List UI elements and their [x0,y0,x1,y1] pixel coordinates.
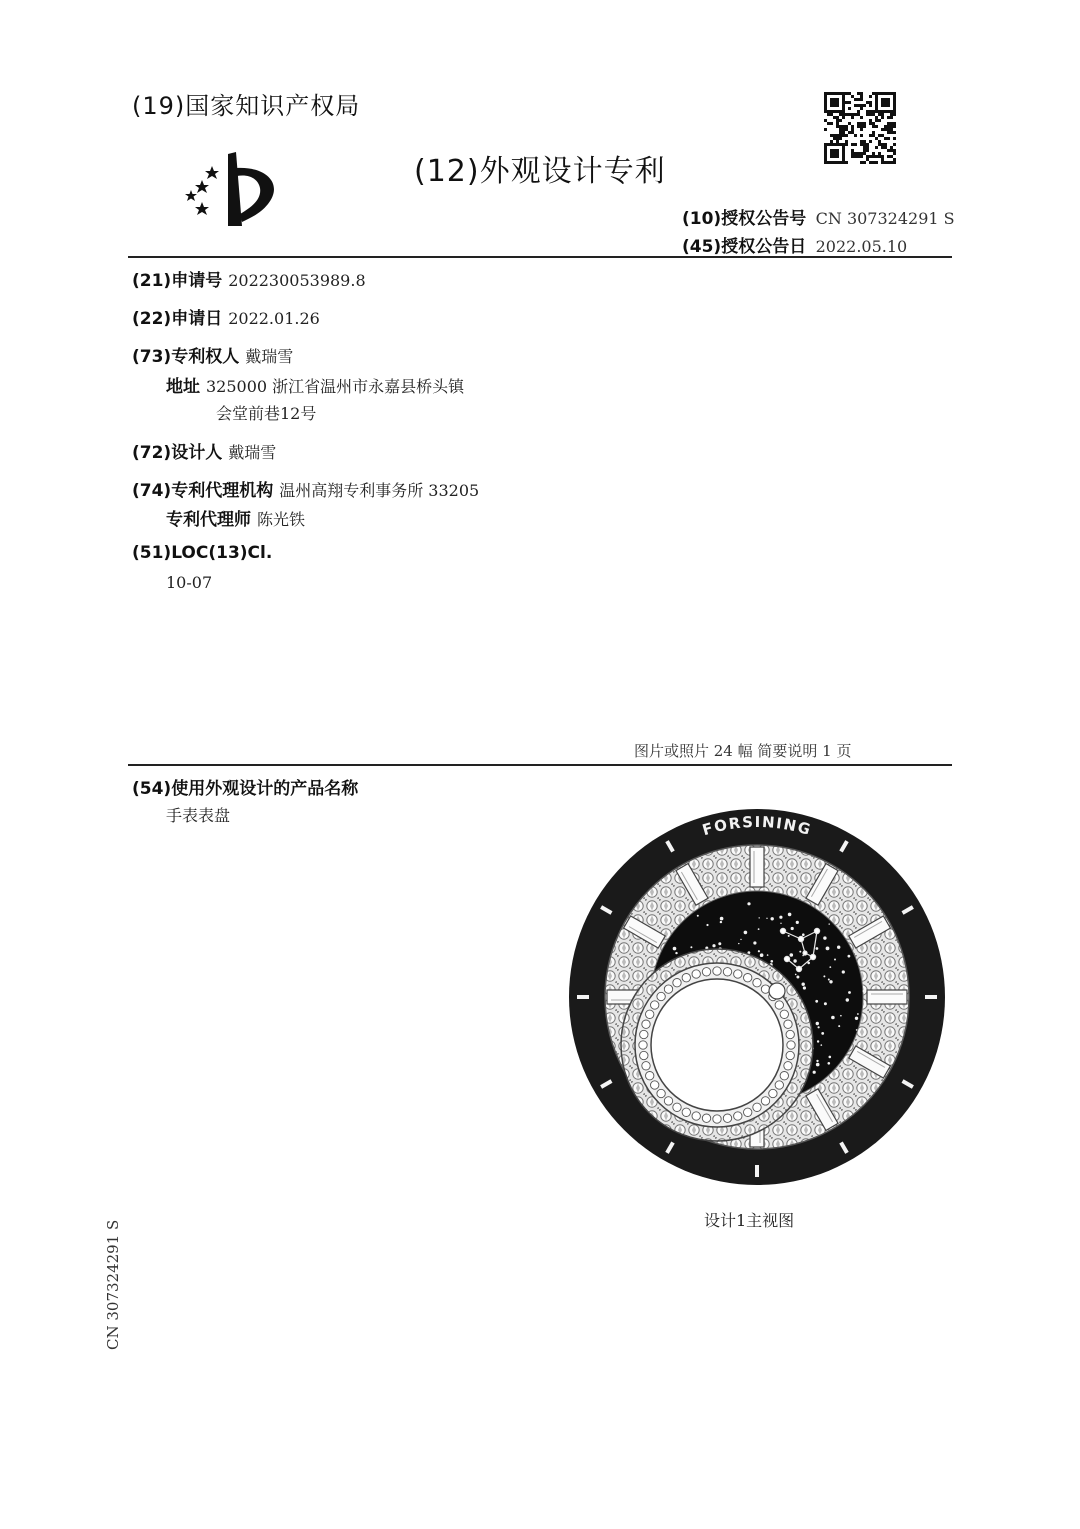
logo-star-2 [195,180,209,193]
subdial-center [651,979,783,1111]
summary-rule [128,764,952,766]
header-rule [128,256,952,258]
subdial-notch [769,983,785,999]
logo-p-shape [228,152,242,226]
app-date-label: (22)申请日 [132,309,223,329]
pub-no-value: CN 307324291 S [815,209,955,228]
app-date-value: 2022.01.26 [228,309,320,328]
loc-label: (51)LOC(13)Cl. [132,543,273,563]
designer-label: (72)设计人 [132,443,223,463]
address-label: 地址 [166,377,200,397]
pub-date-value: 2022.05.10 [815,237,908,256]
logo-star-3 [185,190,197,201]
office-name: (19)国家知识产权局 [132,92,361,120]
app-no-value: 202230053989.8 [228,271,366,290]
logo-star-4 [195,202,209,215]
pub-no-label: (10)授权公告号 [682,209,807,229]
watch-dial-figure [566,806,948,1188]
loc-value: 10-07 [166,573,213,592]
agent-value: 陈光铁 [257,510,306,529]
agency-label: (74)专利代理机构 [132,481,274,501]
patentee-label: (73)专利权人 [132,347,240,367]
figure-caption: 设计1主视图 [704,1211,795,1230]
side-publication-number: CN 307324291 S [104,1219,122,1350]
designer-value: 戴瑞雪 [228,443,277,462]
address-line2: 会堂前巷12号 [216,404,317,423]
app-no-label: (21)申请号 [132,271,223,291]
agency-value: 温州高翔专利事务所 33205 [279,481,480,500]
product-name: 手表表盘 [166,806,231,825]
patentee-value: 戴瑞雪 [245,347,294,366]
pub-date-label: (45)授权公告日 [682,237,807,257]
qr-code [824,92,896,164]
document-type: (12)外观设计专利 [414,154,666,189]
figure-count-summary: 图片或照片 24 幅 简要说明 1 页 [634,742,852,760]
brand-text-path: FORSINING [700,812,814,840]
logo-star-1 [205,166,219,179]
cnipa-logo [176,148,286,232]
product-label: (54)使用外观设计的产品名称 [132,779,359,799]
address-line1: 325000 浙江省温州市永嘉县桥头镇 [206,377,465,396]
agent-label: 专利代理师 [166,510,251,530]
